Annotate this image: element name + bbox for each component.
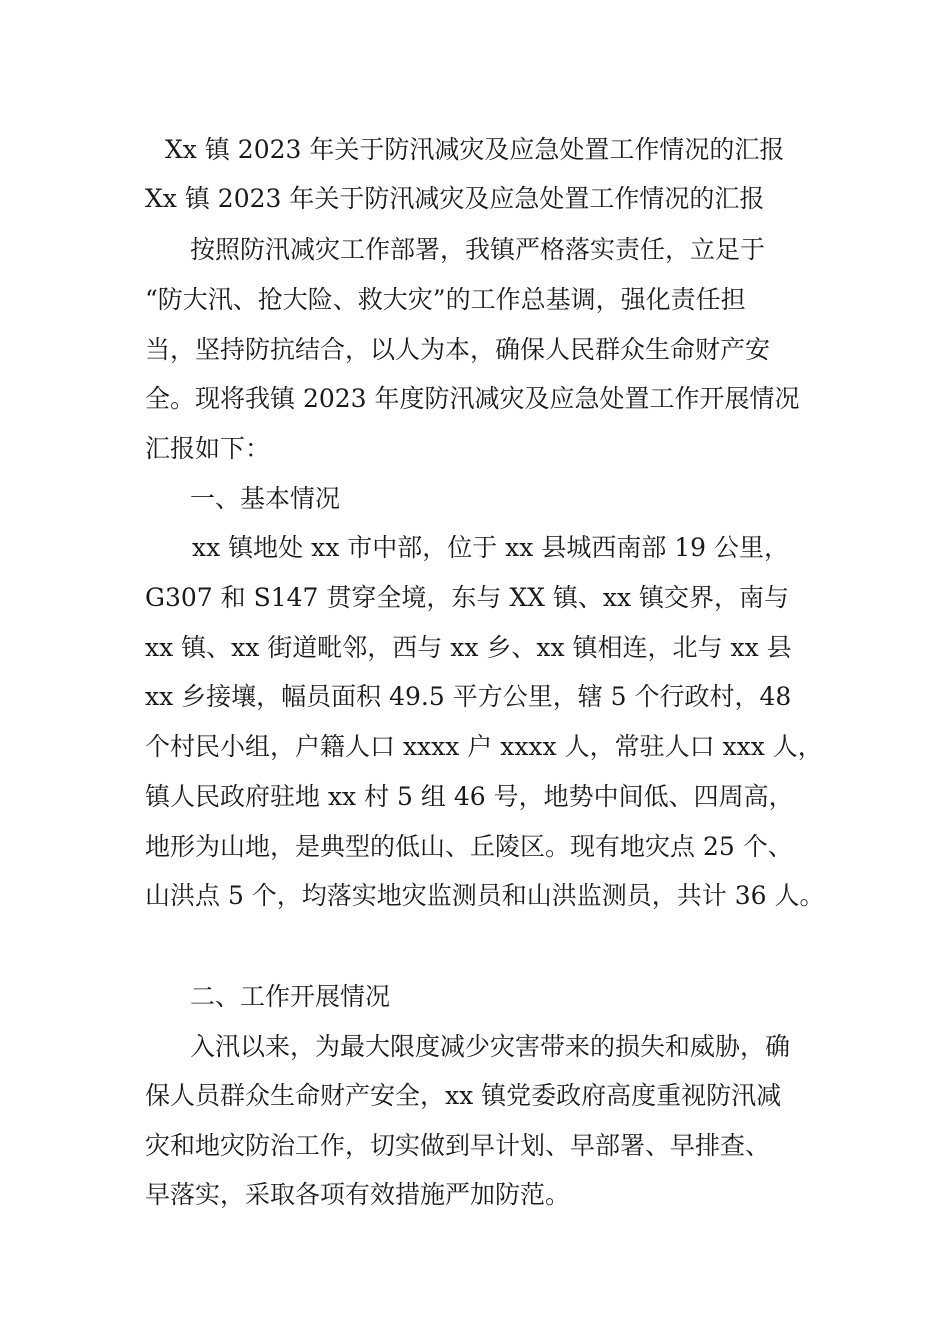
section2-line: 早落实，采取各项有效措施严加防范。 xyxy=(145,1180,571,1209)
section2-line: 保人员群众生命财产安全，xx 镇党委政府高度重视防汛减 xyxy=(145,1081,782,1110)
section1-line: 镇人民政府驻地 xx 村 5 组 46 号，地势中间低、四周高， xyxy=(145,782,794,811)
intro-line: 按照防汛减灾工作部署，我镇严格落实责任，立足于 xyxy=(190,235,766,264)
section1-line: xx 镇地处 xx 市中部，位于 xx 县城西南部 19 公里， xyxy=(192,533,790,562)
section2-line: 入汛以来，为最大限度减少灾害带来的损失和威胁，确 xyxy=(190,1032,791,1061)
section1-line: xx 镇、xx 街道毗邻，西与 xx 乡、xx 镇相连，北与 xx 县 xyxy=(145,633,792,662)
document-title: Xx 镇 2023 年关于防汛减灾及应急处置工作情况的汇报 xyxy=(145,184,765,213)
section2-heading: 二、工作开展情况 xyxy=(190,982,391,1011)
section2-line: 灾和地灾防治工作，切实做到早计划、早部署、早排查、 xyxy=(145,1131,771,1160)
intro-line: 全。现将我镇 2023 年度防汛减灾及应急处置工作开展情况 xyxy=(145,384,800,413)
intro-line: 汇报如下： xyxy=(145,434,271,463)
document-title-header: Xx 镇 2023 年关于防汛减灾及应急处置工作情况的汇报 xyxy=(165,135,785,164)
section1-heading: 一、基本情况 xyxy=(190,484,341,513)
section1-line: G307 和 S147 贯穿全境，东与 XX 镇、xx 镇交界，南与 xyxy=(145,583,790,612)
intro-line: “防大汛、抢大险、救大灾”的工作总基调，强化责任担 xyxy=(145,285,746,314)
intro-line: 当，坚持防抗结合，以人为本，确保人民群众生命财产安 xyxy=(145,335,771,364)
section1-line: 山洪点 5 个，均落实地灾监测员和山洪监测员，共计 36 人。 xyxy=(145,881,825,910)
section1-line: 个村民小组，户籍人口 xxxx 户 xxxx 人，常驻人口 xxx 人， xyxy=(145,732,823,761)
section1-line: xx 乡接壤，幅员面积 49.5 平方公里，辖 5 个行政村，48 xyxy=(145,682,792,711)
section1-line: 地形为山地，是典型的低山、丘陵区。现有地灾点 25 个、 xyxy=(145,832,793,861)
